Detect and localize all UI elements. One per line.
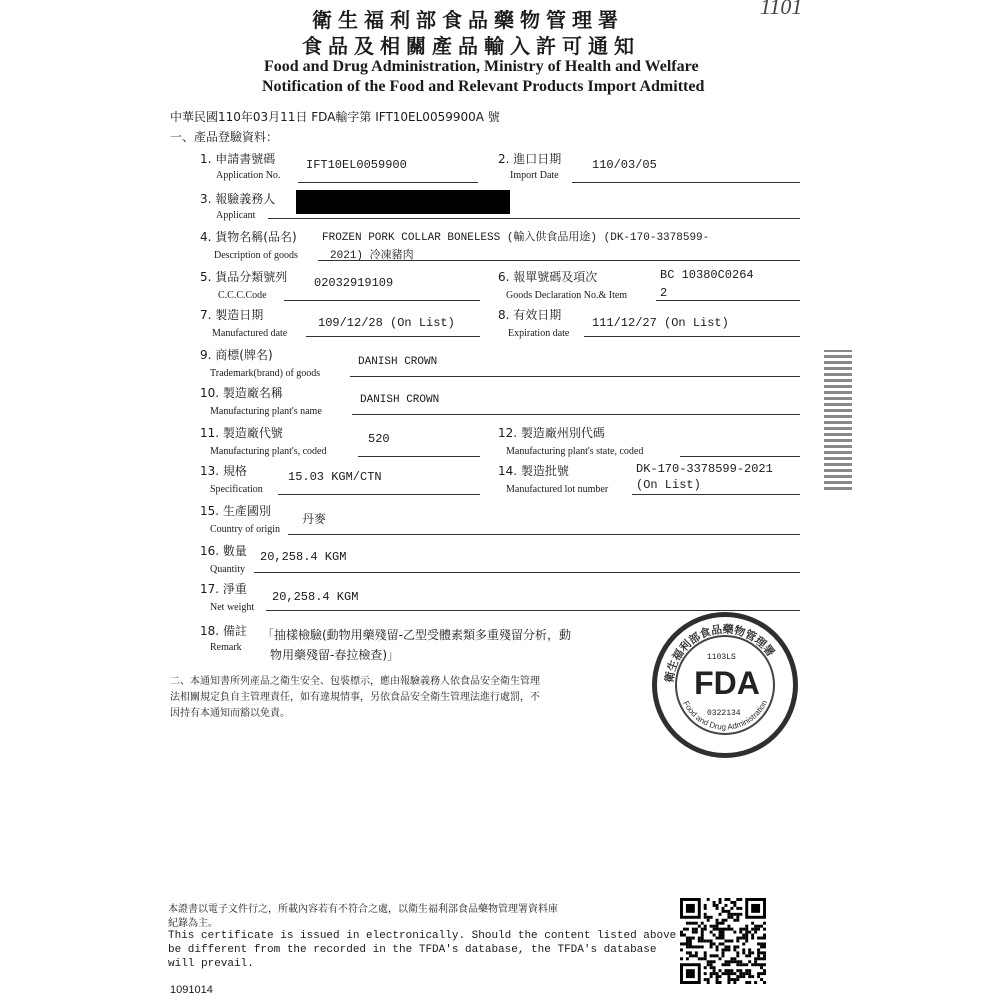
field-plant-name-label-cn: 10. 製造廠名稱 [200,386,283,400]
field-net-weight-label-cn: 17. 淨重 [200,582,247,596]
field-goods-decl-label-en: Goods Declaration No.& Item [506,290,628,301]
section-2-line-1: 二、本通知書所列產品之衛生安全、包裝標示，應由報驗義務人依食品安全衛生管理 [170,676,540,687]
field-net-weight-value: 20,258.4 KGM [272,590,359,604]
field-import-date-value: 110/03/05 [592,158,657,172]
field-applicant-label-en: Applicant [216,210,256,221]
corner-mark: 1101 [760,0,803,19]
field-plant-code-label-en: Manufacturing plant's, coded [210,446,327,457]
field-lot-value-2: (On List) [636,478,701,492]
field-exp-date-line [584,336,800,337]
field-remark-value-2: 物用藥殘留-春拉檢查)」 [270,648,400,662]
field-spec-label-cn: 13. 規格 [200,464,247,478]
fda-seal-code-bottom: 0322134 [707,709,741,718]
field-spec-value: 15.03 KGM/CTN [288,470,382,484]
field-exp-date-label-en: Expiration date [508,328,570,339]
field-origin-label-cn: 15. 生產國別 [200,504,271,518]
field-quantity-label-cn: 16. 數量 [200,544,247,558]
field-import-date-label-cn: 2. 進口日期 [498,152,562,166]
field-app-no-label-cn: 1. 申請書號碼 [200,152,276,166]
field-ccc-label-en: C.C.C.Code [218,290,267,301]
field-trademark-label-cn: 9. 商標(牌名) [200,348,273,362]
document-title-en: Notification of the Food and Relevant Products Import Admitted [262,78,705,95]
field-applicant-line [268,218,800,219]
field-quantity-label-en: Quantity [210,564,245,575]
field-remark-label-en: Remark [210,642,242,653]
fda-seal-ring-en: Food and Drug Administration [681,698,770,732]
footer-note-en-3: will prevail. [168,958,254,970]
qr-code [680,898,766,984]
section-2-line-2: 法相關規定負自主管理責任，如有違規情事，另依食品安全衛生管理法進行處罰，不 [170,692,540,703]
field-goods-desc-value-1: FROZEN PORK COLLAR BONELESS (輸入供食品用途) (DK-170-3378599- [322,232,710,244]
field-state-code-line [680,456,800,457]
field-origin-line [288,534,800,535]
fda-seal-ring-cn: 衛生福利部食品藥物管理署 [662,622,778,684]
field-mfg-date-label-en: Manufactured date [212,328,288,339]
side-perforation-strip [824,350,852,490]
field-goods-decl-label-cn: 6. 報單號碼及項次 [498,270,598,284]
document-reference: 中華民國110年03月11日 FDA輸字第 IFT10EL0059900A 號 [170,110,500,124]
fda-seal-inner [675,635,775,735]
field-quantity-line [254,572,800,573]
field-goods-desc-label-cn: 4. 貨物名稱(品名) [200,230,297,244]
field-ccc-line [284,300,480,301]
field-plant-name-label-en: Manufacturing plant's name [210,406,322,417]
field-mfg-date-label-cn: 7. 製造日期 [200,308,264,322]
field-ccc-label-cn: 5. 貨品分類號列 [200,270,288,284]
fda-seal [652,612,798,758]
field-trademark-value: DANISH CROWN [358,356,438,368]
field-state-code-label-cn: 12. 製造廠州別代碼 [498,426,605,440]
field-spec-line [278,494,480,495]
field-plant-code-line [358,456,480,457]
field-mfg-date-line [306,336,480,337]
field-plant-code-value: 520 [368,432,390,446]
field-mfg-date-value: 109/12/28 (On List) [318,316,455,330]
field-import-date-label-en: Import Date [510,170,559,181]
field-applicant-label-cn: 3. 報驗義務人 [200,192,276,206]
field-origin-value: 丹麥 [302,512,327,526]
field-remark-label-cn: 18. 備註 [200,624,247,638]
document-title-cn: 食品及相關產品輸入許可通知 [302,34,640,58]
footer-note-cn-1: 本證書以電子文件行之，所載內容若有不符合之處，以衛生福利部食品藥物管理署資料庫 [168,904,558,915]
field-goods-decl-line [656,300,800,301]
agency-title-en: Food and Drug Administration, Ministry of Health and Welfare [264,58,699,75]
field-remark-value-1: 「抽樣檢驗(動物用藥殘留-乙型受體素類多重殘留分析，動 [262,628,572,642]
field-goods-decl-item: 2 [660,286,668,300]
field-app-no-line [298,182,478,183]
field-quantity-value: 20,258.4 KGM [260,550,347,564]
field-plant-name-value: DANISH CROWN [360,394,440,406]
section-1-heading: 一、產品登驗資料： [170,130,279,144]
applicant-redaction-block [296,190,510,214]
field-plant-code-label-cn: 11. 製造廠代號 [200,426,283,440]
field-lot-value: DK-170-3378599-2021 [636,462,773,476]
field-goods-desc-line [318,260,800,261]
fda-seal-code-top: 1103LS [707,653,736,662]
field-goods-decl-value: BC 10380C0264 [660,268,754,282]
field-exp-date-value: 111/12/27 (On List) [592,316,729,330]
field-exp-date-label-cn: 8. 有效日期 [498,308,562,322]
footer-note-en-1: This certificate is issued in electronically. Should the content listed above [168,930,677,942]
qr-code-pattern [680,898,766,984]
field-lot-line [632,494,800,495]
field-trademark-label-en: Trademark(brand) of goods [210,368,321,379]
field-app-no-value: IFT10EL0059900 [306,158,407,172]
fda-logo-text: FDA [694,665,760,701]
footer-note-en-2: be different from the recorded in the TFDA's database, the TFDA's database [168,944,657,956]
field-lot-label-cn: 14. 製造批號 [498,464,569,478]
field-app-no-label-en: Application No. [216,170,281,181]
field-ccc-value: 02032919109 [314,276,394,290]
field-origin-label-en: Country of origin [210,524,280,535]
field-import-date-line [572,182,800,183]
agency-title-cn: 衛生福利部食品藥物管理署 [312,8,624,32]
field-lot-label-en: Manufactured lot number [506,484,609,495]
field-spec-label-en: Specification [210,484,263,495]
field-net-weight-line [266,610,800,611]
footer-doc-code: 1091014 [170,984,213,996]
footer-note-cn-2: 紀錄為主。 [168,918,218,929]
field-goods-desc-label-en: Description of goods [214,250,298,261]
field-trademark-line [350,376,800,377]
section-2-line-3: 因持有本通知而豁以免責。 [170,708,290,719]
field-state-code-label-en: Manufacturing plant's state, coded [506,446,644,457]
field-net-weight-label-en: Net weight [210,602,255,613]
field-plant-name-line [352,414,800,415]
field-goods-desc-value-2: 2021) 冷凍豬肉 [330,250,414,262]
